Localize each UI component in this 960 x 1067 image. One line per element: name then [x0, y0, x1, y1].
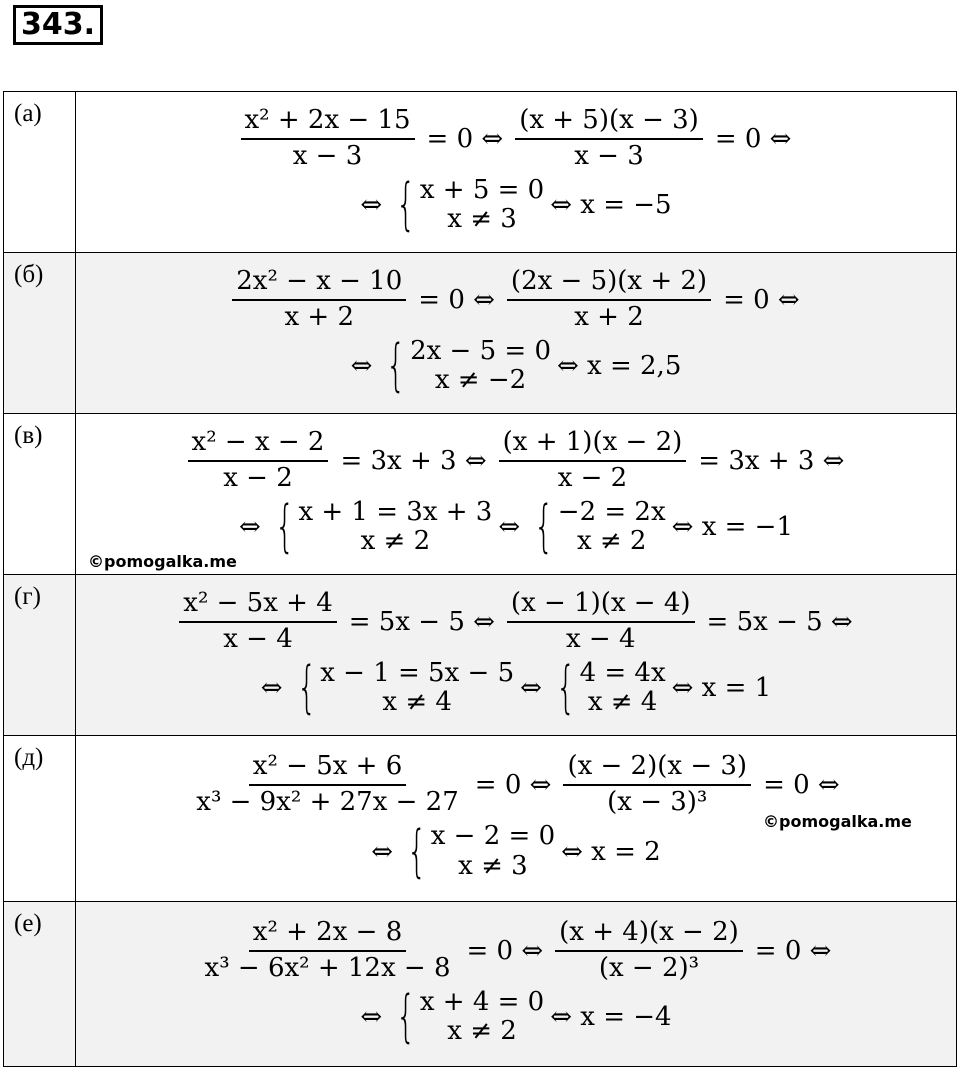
left-fraction: [201, 918, 455, 984]
system-lines: [420, 988, 544, 1048]
system-line: x + 1 = 3x + 3: [298, 496, 493, 527]
system-brace: {: [555, 655, 576, 721]
equation-line-1: [186, 752, 845, 818]
solution-row: [4, 414, 957, 575]
equation-system: [388, 172, 545, 238]
system-brace: {: [396, 984, 416, 1050]
system-brace: {: [407, 818, 427, 884]
system-line: x + 5 = 0: [419, 174, 545, 205]
equation-line-2: [255, 655, 777, 721]
factored-fraction: [563, 752, 751, 818]
equivalence: = 0 ⇔: [418, 284, 495, 315]
left-fraction: [188, 428, 329, 494]
fraction-denominator: x − 2: [557, 462, 628, 493]
watermark: ©pomogalka.me: [763, 812, 912, 831]
equation-system: [388, 984, 545, 1050]
fraction-numerator: (x + 5)(x − 3): [515, 106, 703, 140]
fraction-denominator: x − 3: [574, 140, 644, 171]
fraction-denominator: x + 2: [574, 301, 644, 332]
system-line: x ≠ 2: [360, 526, 431, 557]
factored-fraction: [555, 918, 743, 984]
final-answer: ⇔ x = 1: [671, 673, 772, 704]
system-line: x ≠ 3: [458, 850, 528, 881]
equation-line-2: [233, 494, 799, 560]
factored-fraction: [515, 106, 703, 172]
fraction-numerator: (2x − 5)(x + 2): [507, 267, 711, 301]
solution-row: [4, 253, 957, 414]
left-fraction: [241, 106, 415, 172]
equivalence: = 5x − 5 ⇔: [706, 606, 853, 637]
system-line: x ≠ −2: [434, 365, 527, 396]
equivalence: ⇔: [360, 1002, 383, 1033]
fraction-numerator: x² − 5x + 4: [179, 589, 336, 623]
system-brace: {: [396, 172, 416, 238]
equivalence: = 3x + 3 ⇔: [340, 445, 487, 476]
fraction-denominator: x³ − 6x² + 12x − 8: [204, 952, 451, 983]
equivalence: = 3x + 3 ⇔: [698, 445, 845, 476]
system-lines: [298, 498, 492, 558]
equivalence: = 0 ⇔: [426, 123, 504, 154]
system-line: x ≠ 2: [447, 1016, 517, 1047]
row-label: (б): [4, 253, 76, 414]
left-fraction: [192, 752, 463, 818]
solution-math: [76, 253, 957, 414]
factored-fraction: [507, 589, 695, 655]
equation-system: [399, 818, 556, 884]
system-lines: [410, 337, 551, 397]
final-answer: ⇔ x = 2,5: [556, 351, 682, 382]
row-label: (а): [4, 92, 76, 253]
equivalence: ⇔: [498, 512, 521, 543]
equation-line-2: [354, 172, 677, 238]
row-label: (е): [4, 902, 76, 1067]
system-line: x ≠ 4: [382, 687, 452, 718]
fraction-numerator: (x + 4)(x − 2): [555, 918, 743, 952]
fraction-denominator: (x − 2)³: [598, 952, 700, 983]
system-brace: {: [296, 655, 317, 721]
fraction-denominator: (x − 3)³: [607, 787, 708, 818]
solution-math: [76, 575, 957, 736]
solution-math: [76, 902, 957, 1067]
row-label: (д): [4, 736, 76, 902]
equivalence: = 0 ⇔: [763, 770, 840, 801]
equation-line-2: [354, 984, 677, 1050]
equivalence: = 0 ⇔: [466, 935, 544, 966]
equivalence: ⇔: [239, 512, 261, 543]
equivalence: = 0 ⇔: [754, 935, 832, 966]
system-line: 2x − 5 = 0: [410, 335, 551, 366]
task-number: 343.: [13, 5, 103, 45]
solutions-table: [3, 91, 957, 1067]
fraction-denominator: x − 4: [223, 623, 293, 654]
factored-fraction: [499, 428, 687, 494]
watermark: ©pomogalka.me: [88, 552, 237, 571]
system-lines: [580, 659, 666, 719]
equation-line-1: [226, 267, 805, 333]
equivalence: ⇔: [520, 673, 542, 704]
equivalence: ⇔: [350, 351, 373, 382]
solution-math: [76, 414, 957, 575]
final-answer: ⇔ x = −5: [550, 190, 672, 221]
solution-row: [4, 902, 957, 1067]
row-label: (в): [4, 414, 76, 575]
fraction-numerator: (x − 1)(x − 4): [507, 589, 695, 623]
equation-line-1: [182, 428, 851, 494]
left-fraction: [232, 267, 406, 333]
equation-line-1: [173, 589, 858, 655]
equation-system: [548, 655, 666, 721]
fraction-numerator: 2x² − x − 10: [232, 267, 406, 301]
solution-math: [76, 92, 957, 253]
fraction-numerator: x² − 5x + 6: [249, 752, 406, 786]
final-answer: ⇔ x = −1: [671, 512, 793, 543]
equation-system: [378, 333, 551, 399]
fraction-numerator: x² + 2x − 8: [249, 918, 406, 952]
solution-row: [4, 92, 957, 253]
fraction-denominator: x³ − 9x² + 27x − 27: [196, 787, 459, 818]
equivalence: = 0 ⇔: [474, 770, 552, 801]
equivalence: = 0 ⇔: [723, 284, 800, 315]
left-fraction: [179, 589, 336, 655]
equation-line-2: [365, 818, 666, 884]
system-brace: {: [274, 494, 295, 560]
factored-fraction: [507, 267, 711, 333]
fraction-denominator: x − 4: [565, 623, 636, 654]
equation-system: [526, 494, 666, 560]
equivalence: ⇔: [260, 673, 283, 704]
fraction-numerator: (x − 2)(x − 3): [563, 752, 751, 786]
fraction-numerator: x² + 2x − 15: [241, 106, 415, 140]
equation-line-2: [345, 333, 688, 399]
system-line: 4 = 4x: [579, 657, 666, 688]
equation-system: [289, 655, 515, 721]
system-lines: [431, 822, 555, 882]
system-line: x ≠ 4: [587, 687, 658, 718]
system-line: x + 4 = 0: [419, 986, 545, 1017]
fraction-denominator: x − 2: [223, 462, 293, 493]
equivalence: = 0 ⇔: [714, 123, 792, 154]
fraction-numerator: x² − x − 2: [188, 428, 329, 462]
system-brace: {: [386, 333, 407, 399]
solution-row: [4, 575, 957, 736]
system-lines: [420, 176, 544, 236]
final-answer: ⇔ x = −4: [550, 1002, 672, 1033]
fraction-numerator: (x + 1)(x − 2): [499, 428, 687, 462]
system-line: x − 2 = 0: [430, 821, 556, 851]
equivalence: ⇔: [371, 836, 394, 867]
fraction-denominator: x − 3: [292, 140, 363, 171]
equation-line-1: [235, 106, 798, 172]
system-line: −2 = 2x: [557, 496, 666, 527]
row-label: (г): [4, 575, 76, 736]
equivalence: = 5x − 5 ⇔: [348, 606, 495, 637]
equation-line-1: [195, 918, 838, 984]
equation-system: [267, 494, 493, 560]
fraction-denominator: x + 2: [284, 301, 355, 332]
system-lines: [558, 498, 666, 558]
system-line: x ≠ 3: [447, 204, 517, 235]
system-brace: {: [534, 494, 554, 560]
system-line: x ≠ 2: [576, 526, 647, 557]
final-answer: ⇔ x = 2: [561, 836, 661, 867]
equivalence: ⇔: [360, 190, 383, 221]
system-line: x − 1 = 5x − 5: [320, 657, 515, 688]
system-lines: [320, 659, 514, 719]
